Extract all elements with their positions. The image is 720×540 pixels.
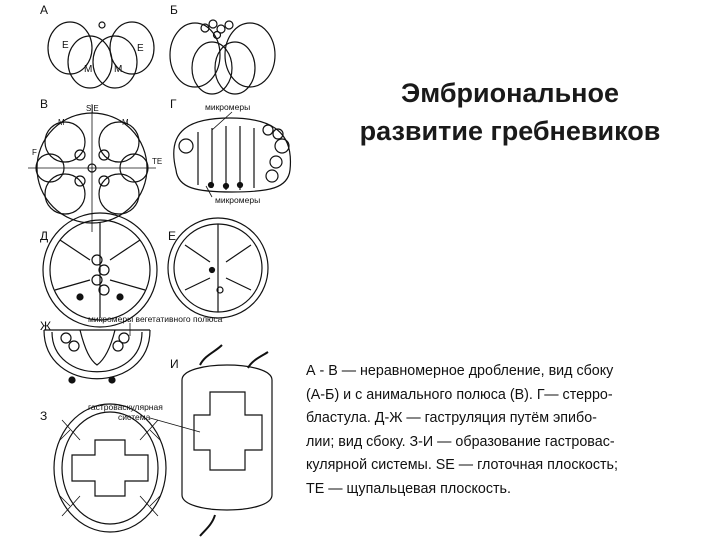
- panel-b-drawing: [170, 20, 275, 94]
- figure-caption: [306, 360, 706, 501]
- cell-label-m-right: M: [114, 64, 123, 75]
- panel-letter-b: Б: [170, 3, 178, 17]
- panel-a-drawing: [48, 22, 154, 88]
- panel-letter-v: В: [40, 97, 49, 111]
- cell-label-m-v-left: M: [58, 118, 65, 127]
- cell-label-m-left: M: [84, 64, 93, 75]
- cell-label-se: S|E: [86, 104, 99, 113]
- panel-d-drawing: [43, 213, 157, 327]
- caption-line: кулярной системы. SE — глоточная плоскость;: [306, 457, 618, 473]
- panel-i-drawing: [182, 345, 272, 536]
- panel-letter-g: Г: [170, 97, 177, 111]
- cell-label-m-v-right: M: [122, 118, 129, 127]
- annotation-micromeres-bottom: микромеры: [215, 195, 261, 205]
- cell-label-f: F: [32, 148, 37, 157]
- panel-letter-z: З: [40, 409, 48, 423]
- panel-letter-e: Е: [168, 229, 177, 243]
- caption-line: лии; вид сбоку. З-И — образование гастровас-: [306, 433, 615, 450]
- panel-letter-zh: Ж: [40, 319, 52, 333]
- slide-title: [330, 74, 690, 150]
- annotation-micromeres-vegetal: микромеры вегетативного полюса: [88, 314, 223, 324]
- panel-v-drawing: [28, 104, 156, 232]
- cell-label-e-right: E: [137, 43, 144, 54]
- annotation-gastrovascular-2: система: [118, 412, 151, 422]
- embryo-figure: [0, 0, 300, 540]
- panel-g-drawing: [174, 118, 291, 192]
- panel-letter-a: А: [40, 3, 49, 17]
- cell-label-e-left: E: [62, 40, 69, 51]
- panel-letter-i: И: [170, 357, 179, 371]
- caption-line: (А-Б) и с анимального полюса (В). Г— стерро-: [306, 386, 613, 403]
- annotation-micromeres-top: микромеры: [205, 102, 251, 112]
- caption-line: ТЕ — щупальцевая плоскость.: [306, 480, 511, 497]
- caption-line: бластула. Д-Ж — гаструляция путём эпибо-: [306, 410, 597, 426]
- annotation-gastrovascular-1: гастроваскулярная: [88, 402, 163, 412]
- title-line-2: развитие гребневиков: [359, 116, 661, 146]
- panel-z-drawing: [54, 404, 166, 532]
- caption-line: А - В — неравномерное дробление, вид сбоку: [306, 363, 614, 379]
- title-line-1: Эмбриональное: [401, 78, 619, 108]
- cell-label-te: TE: [152, 157, 163, 166]
- panel-zh-drawing: [44, 330, 150, 383]
- panel-letter-d: Д: [40, 229, 49, 243]
- panel-e-drawing: [168, 218, 268, 318]
